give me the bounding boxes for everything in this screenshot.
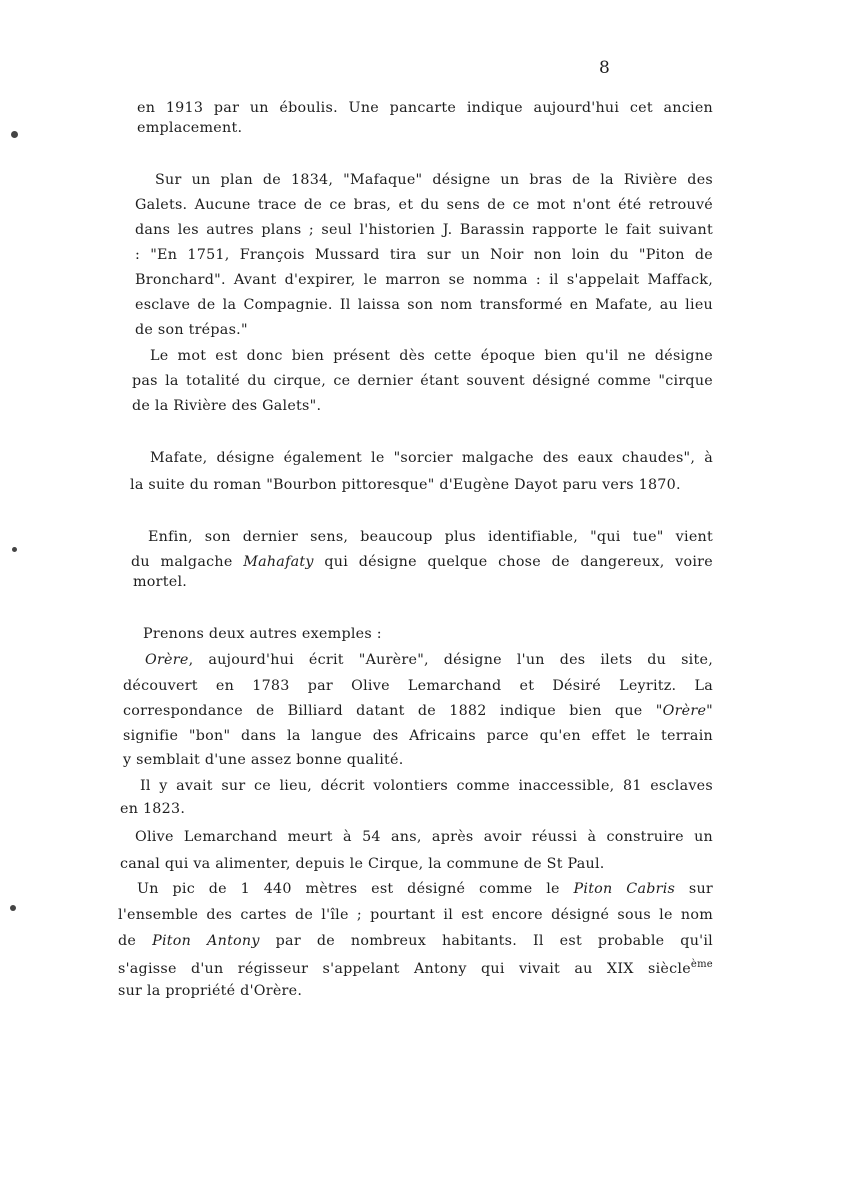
page-number: 8 (599, 58, 610, 78)
text-line (118, 983, 713, 999)
text-line (132, 398, 713, 414)
text-span: l'ensemble des cartes de l'île ; pourtant il est encore désigné sous le nom (118, 907, 713, 923)
text-span: qui désigne quelque chose de dangereux, voire (313, 554, 713, 570)
superscript: ème (690, 959, 713, 970)
text-span: sur la propriété d'Orère. (118, 983, 303, 999)
text-span: pas la totalité du cirque, ce dernier étant souvent désigné comme "cirque (132, 373, 713, 389)
text-line (118, 907, 713, 923)
text-span: s'agisse d'un régisseur s'appelant Antony qui vivait au XIX (118, 960, 634, 977)
text-span: mortel. (133, 574, 188, 590)
text-span: par de nombreux habitants. Il est probable qu'il (259, 933, 713, 949)
text-span: Un pic de 1 440 mètres est désigné comme le (137, 881, 574, 897)
text-line (135, 322, 713, 338)
text-line (137, 120, 713, 136)
text-line (118, 933, 713, 949)
text-span: Olive Lemarchand meurt à 54 ans, après avoir réussi à construire un (135, 829, 713, 845)
text-line (145, 652, 713, 668)
text-span: dans les autres plans ; seul l'historien J. Barassin rapporte le fait suivant (135, 222, 713, 238)
text-span: en 1913 par un éboulis. Une pancarte indique aujourd'hui cet ancien (137, 100, 713, 116)
text-line (131, 554, 713, 570)
text-span: signifie "bon" dans la langue des Africains parce qu'en effet le terrain (123, 728, 713, 744)
text-line (137, 100, 713, 116)
text-span: de (118, 933, 153, 949)
text-line (120, 856, 713, 872)
text-span: correspondance de Billiard datant de 1882 indique bien que " (123, 703, 663, 719)
text-span: " (706, 703, 713, 719)
text-span: en 1823. (120, 801, 186, 817)
text-line (123, 703, 713, 719)
text-span: Mafate, désigne également le "sorcier malgache des eaux chaudes", à (150, 450, 713, 466)
text-line (133, 574, 713, 590)
text-line (135, 247, 713, 263)
text-line (148, 529, 713, 545)
text-span: Enfin, son dernier sens, beaucoup plus identifiable, "qui tue" vient (148, 529, 713, 545)
text-span: canal qui va alimenter, depuis le Cirque, la commune de St Paul. (120, 856, 605, 872)
text-line (123, 752, 713, 768)
scan-speck (10, 905, 16, 911)
text-span: Bronchard". Avant d'expirer, le marron se nomma : il s'appelait Maffack, (135, 272, 713, 288)
text-line (143, 626, 713, 642)
text-line (140, 778, 713, 794)
text-span: Il y avait sur ce lieu, décrit volontiers comme inaccessible, 81 esclaves (140, 778, 713, 794)
text-line (120, 801, 713, 817)
text-span: Galets. Aucune trace de ce bras, et du sens de ce mot n'ont été retrouvé (135, 197, 713, 213)
text-span: découvert en 1783 par Olive Lemarchand et Désiré Leyritz. La (123, 678, 713, 694)
italic-term: Mahafaty (243, 554, 314, 570)
text-line (135, 222, 713, 238)
text-line (137, 881, 713, 897)
text-line (123, 728, 713, 744)
text-span: , aujourd'hui écrit "Aurère", désigne l'un des ilets du site, (188, 652, 713, 668)
text-line (135, 272, 713, 288)
text-span: : "En 1751, François Mussard tira sur un Noir non loin du "Piton de (135, 247, 713, 263)
text-span: siècle (633, 960, 691, 977)
text-line (123, 678, 713, 694)
text-line (135, 297, 713, 313)
text-span: y semblait d'une assez bonne qualité. (123, 752, 404, 768)
text-span: Le mot est donc bien présent dès cette époque bien qu'il ne désigne (150, 348, 713, 364)
text-line (132, 373, 713, 389)
text-line (135, 829, 713, 845)
text-span: esclave de la Compagnie. Il laissa son nom transformé en Mafate, au lieu (135, 297, 713, 313)
italic-term: Piton Cabris (573, 881, 676, 897)
text-line (118, 959, 713, 977)
text-span: Prenons deux autres exemples : (143, 626, 382, 642)
text-span: la suite du roman "Bourbon pittoresque" d'Eugène Dayot paru vers 1870. (130, 477, 681, 493)
text-span: de son trépas." (135, 322, 248, 338)
text-line (155, 172, 713, 188)
italic-term: Orère (145, 652, 189, 668)
text-span: emplacement. (137, 120, 243, 136)
text-span: sur (675, 881, 714, 897)
text-line (135, 197, 713, 213)
text-span: du malgache (131, 554, 244, 570)
text-span: Sur un plan de 1834, "Mafaque" désigne un bras de la Rivière des (155, 172, 713, 188)
scan-speck (12, 547, 17, 552)
italic-term: Orère (662, 703, 707, 719)
text-span: de la Rivière des Galets". (132, 398, 322, 414)
text-line (150, 450, 713, 466)
italic-term: Piton Antony (152, 933, 260, 949)
text-line (150, 348, 713, 364)
text-line (130, 477, 713, 493)
scan-speck (11, 131, 18, 138)
